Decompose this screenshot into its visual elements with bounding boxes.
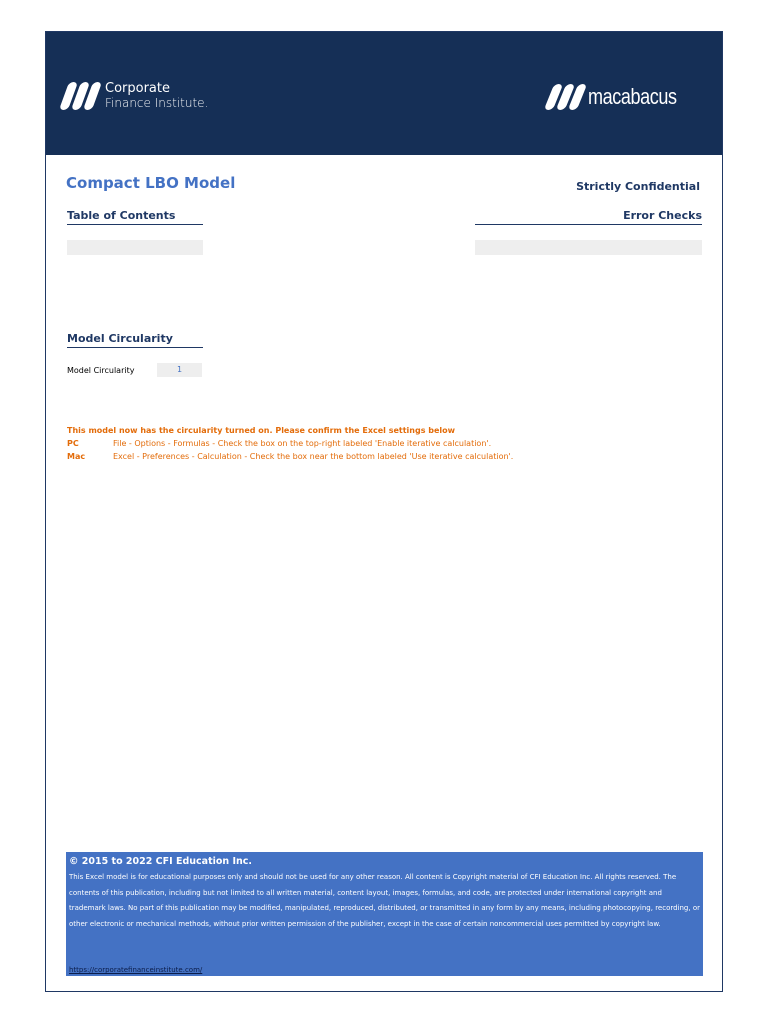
- macabacus-logo: [549, 84, 696, 110]
- notice-instructions: Excel - Preferences - Calculation - Check the box near the bottom labeled 'Use iterative calculation'.: [113, 452, 514, 461]
- model-circularity-label: Model Circularity: [67, 366, 135, 375]
- footer-copyright: © 2015 to 2022 CFI Education Inc.: [69, 856, 253, 867]
- document-page: [45, 31, 723, 992]
- copyright-footer: [66, 852, 703, 976]
- cfi-logo: [64, 82, 208, 110]
- confidential-label: Strictly Confidential: [576, 180, 700, 193]
- circularity-notice: [67, 426, 513, 465]
- model-circularity-heading: Model Circularity: [67, 332, 203, 348]
- cfi-logo-icon: [64, 82, 97, 110]
- notice-row-pc: [67, 439, 513, 448]
- header-banner: [46, 32, 722, 155]
- error-checks-placeholder: [475, 240, 702, 255]
- notice-heading: This model now has the circularity turned on. Please confirm the Excel settings below: [67, 426, 456, 435]
- error-checks-heading: Error Checks: [475, 209, 702, 225]
- model-circularity-input[interactable]: 1: [157, 363, 202, 377]
- macabacus-logo-text: macabacus: [587, 84, 677, 109]
- table-of-contents-placeholder: [67, 240, 203, 255]
- cfi-logo-line1: Corporate: [105, 81, 170, 96]
- footer-body: This Excel model is for educational purposes only and should not be used for any other reason. All content is Copyright material of CFI Education Inc. All rights reserved. The contents of this publication, including but not limited to all written material, content layout, images, formulas, and code, are protected under international copyright and trademark laws. No part of this publication may be modified, manipulated, reproduced, distributed, or transmitted in any form by any means, including photocopying, recording, or other electronic or mechanical methods, without prior written permission of the publisher, except in the case of certain noncommercial uses permitted by copyright law.: [69, 873, 700, 928]
- notice-instructions: File - Options - Formulas - Check the box on the top-right labeled 'Enable iterative calculation'.: [113, 439, 492, 448]
- notice-platform: PC: [67, 439, 79, 448]
- table-of-contents-heading: Table of Contents: [67, 209, 203, 225]
- notice-platform: Mac: [67, 452, 86, 461]
- notice-row-mac: [67, 452, 513, 461]
- macabacus-logo-icon: [549, 84, 582, 110]
- cfi-logo-line2: Finance Institute.: [105, 96, 209, 110]
- footer-website-link[interactable]: https://corporatefinanceinstitute.com/: [69, 966, 203, 974]
- page-title: Compact LBO Model: [66, 174, 236, 192]
